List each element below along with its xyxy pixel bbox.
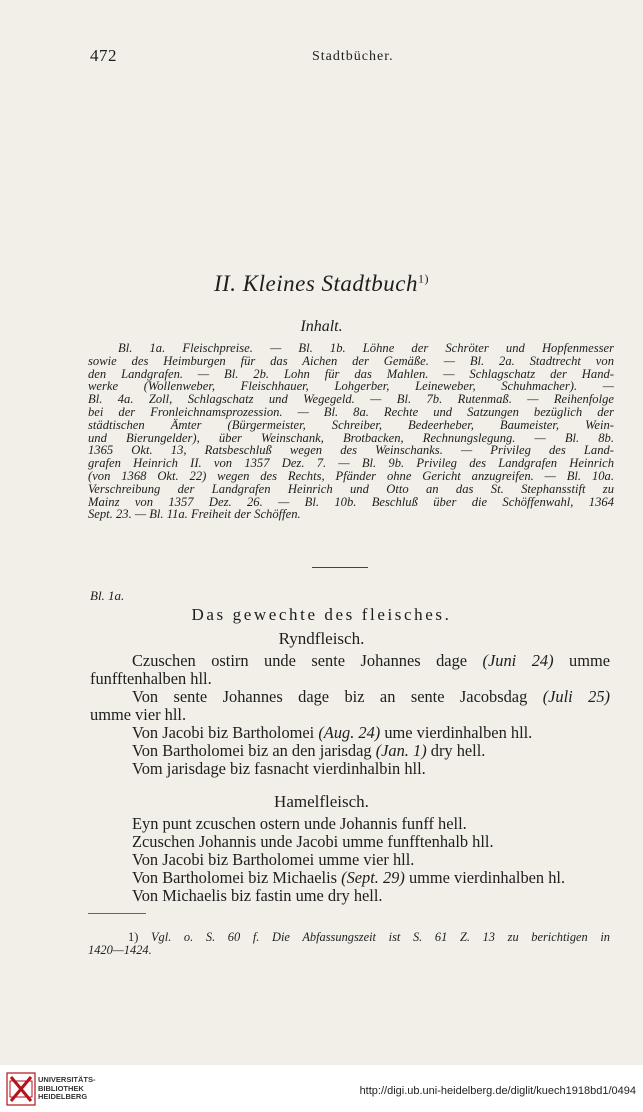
contents-line: den Landgrafen. — Bl. 2b. Lohn für das Mahlen. — Schlagschatz der Hand-	[88, 366, 614, 381]
date-gloss: (Jan. 1)	[375, 741, 427, 760]
chapter-footnote-mark: 1)	[418, 271, 430, 286]
contents-paragraph	[88, 342, 614, 521]
permalink-url[interactable]: http://digi.ub.uni-heidelberg.de/diglit/kuech1918bd1/0494	[359, 1085, 636, 1097]
text-line: umme vier hll.	[90, 705, 187, 724]
chapter-title-text: II. Kleines Stadtbuch	[213, 271, 419, 296]
contents-line: Verschreibung der Landgrafen Heinrich und Otto an das St. Stephansstift zu	[88, 481, 614, 496]
university-seal-icon	[6, 1072, 36, 1106]
contents-heading: Inhalt.	[300, 318, 343, 335]
date-gloss: (Juli 25)	[542, 687, 611, 706]
contents-line: sowie des Heimburgen für das Aichen der Gemäße. — Bl. 2a. Stadtrecht von	[88, 353, 614, 368]
footnote-number: 1)	[128, 930, 139, 944]
text-line: Vom jarisdage biz fasnacht vierdinhalbin hll.	[132, 759, 426, 778]
date-gloss: (Sept. 29)	[341, 868, 405, 887]
contents-line: Bl. 4a. Zoll, Schlagschatz und Wegegeld. — Bl. 7b. Rutenmaß. — Reihenfolge	[88, 392, 614, 407]
date-gloss: (Aug. 24)	[318, 723, 381, 742]
contents-line: bei der Fronleichnamsprozession. — Bl. 8a. Rechte und Satzungen bezüglich der	[88, 404, 614, 419]
text-line: Zcuschen Johannis unde Jacobi umme funfftenhalb hll.	[132, 832, 494, 851]
footnote-line: 1) Vgl. o. S. 60 f. Die Abfassungszeit ist S. 61 Z. 13 zu berichtigen in	[128, 930, 610, 944]
section-heading-hamelfleisch: Hamelfleisch.	[274, 792, 369, 811]
text-line: Czuschen ostirn unde sente Johannes dage (Juni 24) umme	[132, 651, 610, 670]
text-line: Von Bartholomei biz Michaelis (Sept. 29) umme vierdinhalben hl.	[132, 868, 566, 887]
running-title: Stadtbücher.	[312, 49, 394, 64]
folio-label: Bl. 1a.	[90, 588, 125, 603]
contents-line: städtischen Ämter (Bürgermeister, Schreiber, Bedeerheber, Baumeister, Wein-	[88, 417, 614, 432]
text-line: Von sente Johannes dage biz an sente Jacobsdag (Juli 25)	[132, 687, 611, 706]
text-line: Von Jacobi biz Bartholomei (Aug. 24) ume vierdinhalben hll.	[132, 723, 533, 742]
chapter-title	[0, 271, 643, 297]
contents-line: Mainz von 1357 Dez. 26. — Bl. 10b. Beschluß über die Schöffenwahl, 1364	[88, 494, 614, 509]
section-hamelfleisch	[90, 815, 610, 905]
section-divider	[312, 567, 368, 568]
text-line: Eyn punt zcuschen ostern unde Johannis funff hell.	[132, 814, 467, 833]
footnote-rule	[88, 913, 146, 914]
text-line: funfftenhalben hll.	[90, 669, 212, 688]
footnote	[88, 931, 610, 957]
date-gloss: (Juni 24)	[482, 651, 554, 670]
page-number: 472	[90, 46, 117, 65]
contents-line: grafen Heinrich II. von 1357 Dez. 7. — Bl. 9b. Privileg des Landgrafen Heinrich	[88, 456, 614, 471]
text-line: Von Jacobi biz Bartholomei umme vier hll.	[132, 850, 415, 869]
library-logo-text: UNIVERSITÄTS- BIBLIOTHEK HEIDELBERG	[38, 1075, 96, 1101]
text-line: Von Michaelis biz fastin ume dry hell.	[132, 886, 383, 905]
contents-line: Sept. 23. — Bl. 11a. Freiheit der Schöffen.	[88, 507, 301, 522]
contents-line: Bl. 1a. Fleischpreise. — Bl. 1b. Löhne der Schröter und Hopfenmesser	[118, 341, 614, 355]
contents-line: werke (Wollenweber, Fleischhauer, Lohgerber, Leineweber, Schuhmacher). —	[88, 379, 614, 394]
contents-line: 1365 Okt. 13, Ratsbeschluß wegen des Weinschanks. — Privileg des Land-	[88, 443, 614, 458]
contents-line: und Bierungelder), über Weinschank, Brotbacken, Rechnungslegung. — Bl. 8b.	[88, 430, 614, 445]
text-line: Von Bartholomei biz an den jarisdag (Jan. 1) dry hell.	[132, 741, 486, 760]
contents-line: (von 1368 Okt. 22) wegen des Rechts, Pfänder ohne Gericht anzugreifen. — Bl. 10a.	[88, 468, 614, 483]
footnote-line: 1420—1424.	[88, 943, 152, 957]
section-ryndfleisch	[90, 652, 610, 778]
section-heading-ryndfleisch: Ryndfleisch.	[278, 629, 365, 648]
source-title: Das gewechte des fleisches.	[191, 605, 452, 624]
